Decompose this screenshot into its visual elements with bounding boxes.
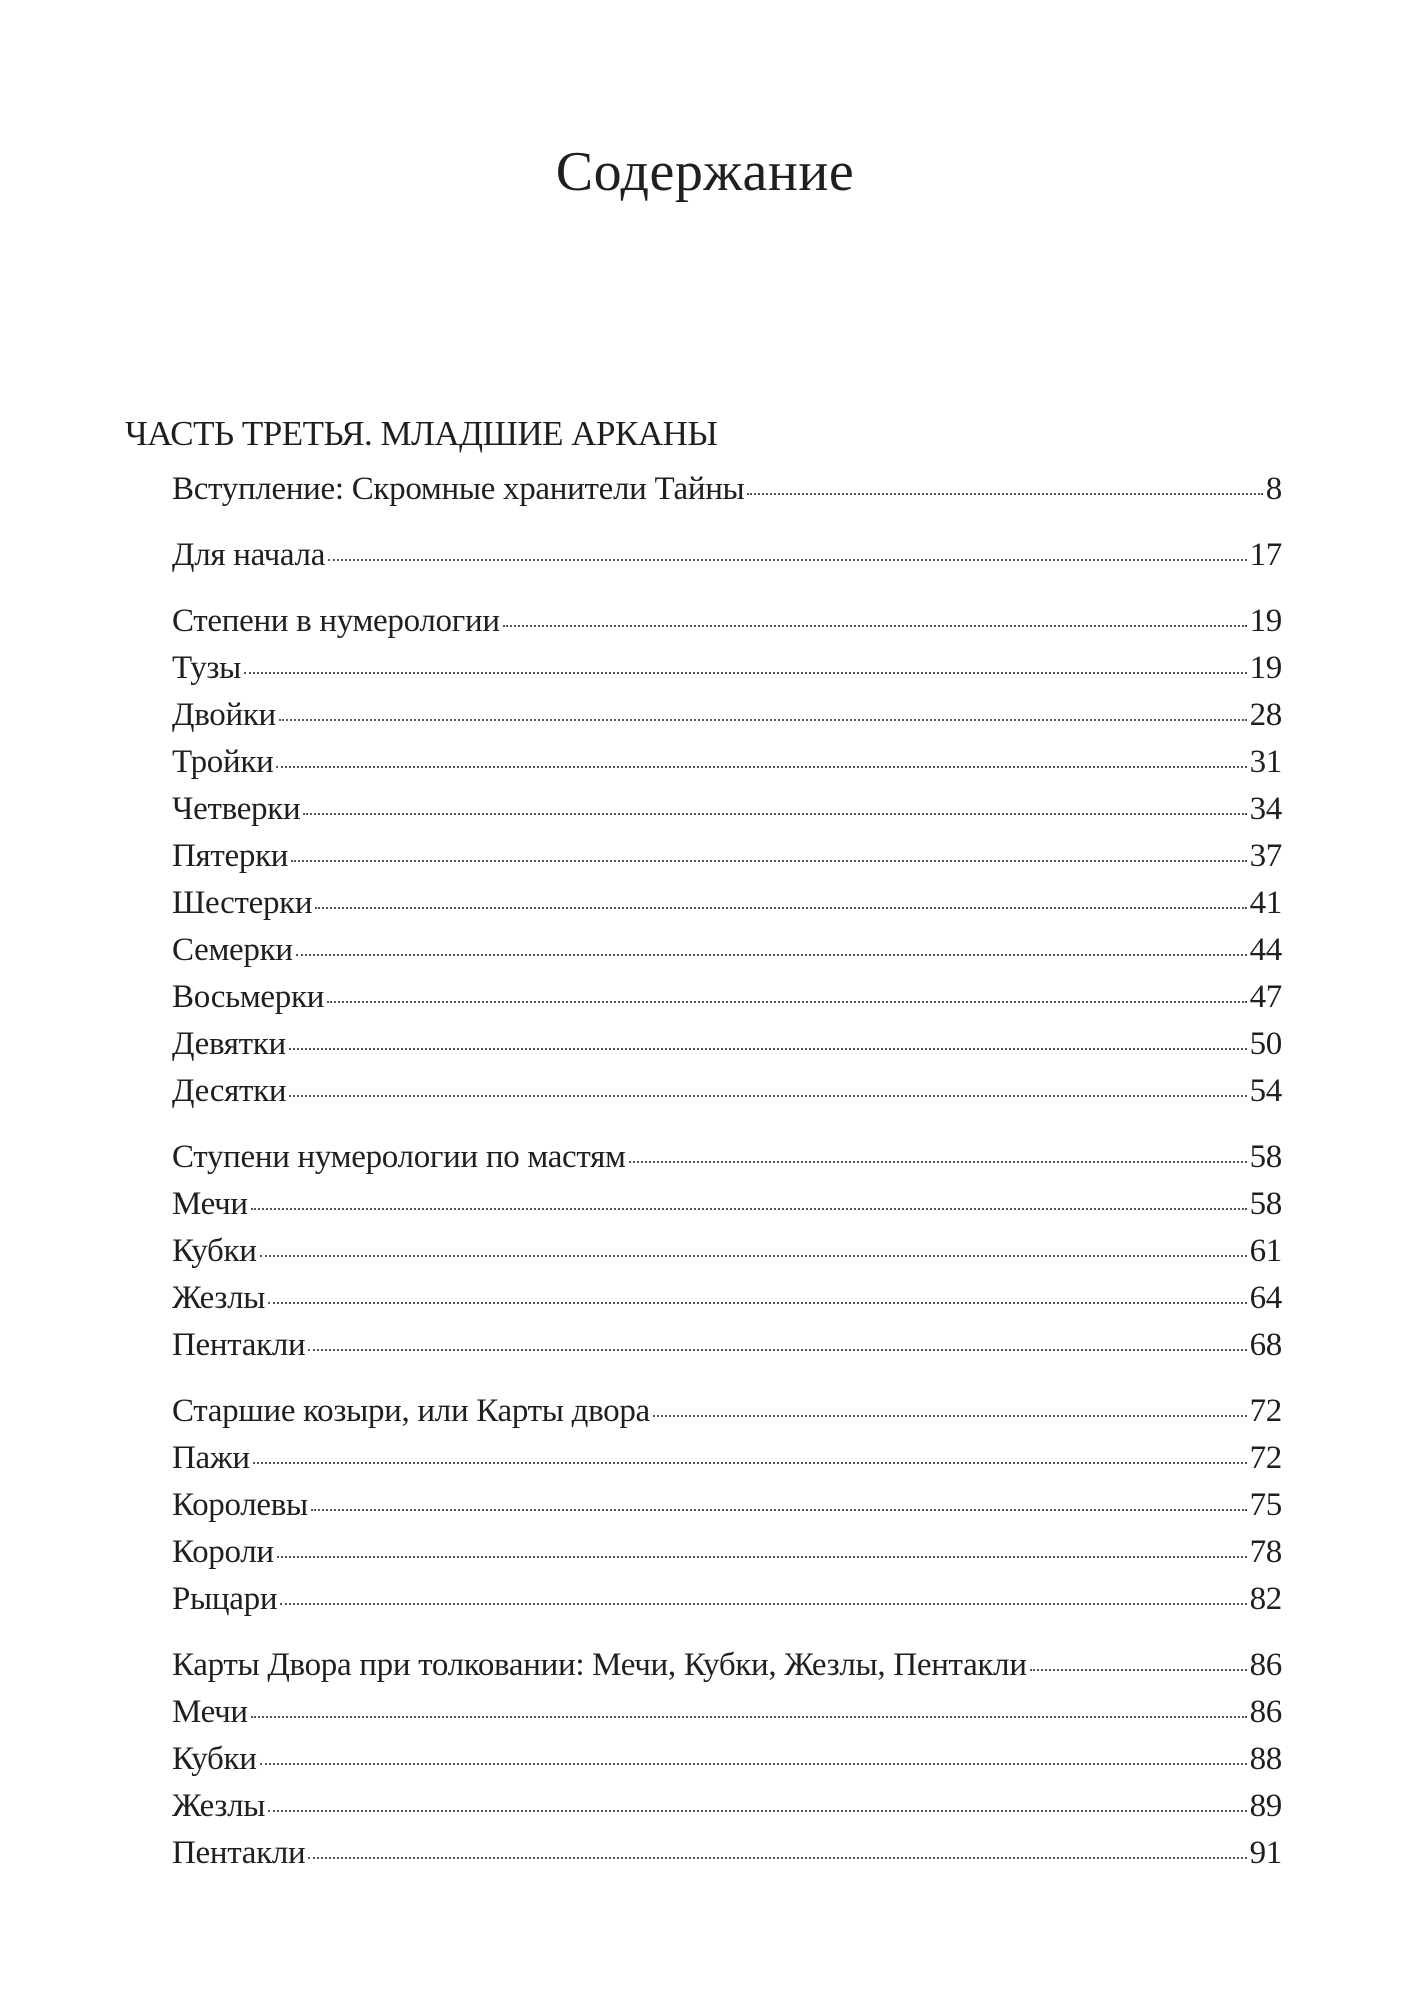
toc-entry-page: 54 xyxy=(1249,1073,1282,1109)
dot-leader xyxy=(308,1857,1246,1859)
toc-entry-page: 37 xyxy=(1249,838,1282,874)
toc-entry-page: 64 xyxy=(1249,1280,1282,1316)
dot-leader xyxy=(268,1302,1246,1304)
toc-entry[interactable] xyxy=(172,1783,1282,1830)
toc-entry-label: Пятерки xyxy=(172,838,289,874)
dot-leader xyxy=(279,719,1247,721)
toc-entry-label: Пажи xyxy=(172,1440,250,1476)
toc-entry[interactable] xyxy=(172,1642,1282,1689)
toc-entry-page: 31 xyxy=(1249,744,1282,780)
dot-leader xyxy=(268,1810,1246,1812)
toc-entry-page: 68 xyxy=(1249,1327,1282,1363)
toc-entry[interactable] xyxy=(172,786,1282,833)
toc-entry-page: 89 xyxy=(1249,1788,1282,1824)
toc-entry-page: 58 xyxy=(1249,1139,1282,1175)
toc-entry-page: 34 xyxy=(1249,791,1282,827)
toc-entry-label: Тройки xyxy=(172,744,274,780)
toc-entry[interactable] xyxy=(172,927,1282,974)
toc-entry-page: 28 xyxy=(1249,697,1282,733)
dot-leader xyxy=(260,1763,1247,1765)
toc-entry-page: 19 xyxy=(1249,603,1282,639)
dot-leader xyxy=(291,860,1246,862)
dot-leader xyxy=(315,907,1246,909)
toc-entry-label: Семерки xyxy=(172,932,293,968)
toc-entry-label: Пентакли xyxy=(172,1835,306,1871)
dot-leader xyxy=(328,559,1247,561)
dot-leader xyxy=(327,1001,1247,1003)
toc-entry[interactable] xyxy=(172,833,1282,880)
toc-entry[interactable] xyxy=(172,739,1282,786)
toc-entry[interactable] xyxy=(172,1322,1282,1369)
toc-entry-page: 86 xyxy=(1249,1647,1282,1683)
dot-leader xyxy=(1030,1669,1247,1671)
toc-entry[interactable] xyxy=(172,1181,1282,1228)
toc-entry-page: 72 xyxy=(1249,1440,1282,1476)
toc-entry-page: 19 xyxy=(1249,650,1282,686)
dot-leader xyxy=(747,493,1262,495)
dot-leader xyxy=(311,1509,1247,1511)
toc-entry-label: Рыцари xyxy=(172,1581,278,1617)
dot-leader xyxy=(289,1095,1246,1097)
toc-entry-page: 41 xyxy=(1249,885,1282,921)
toc-entry-page: 82 xyxy=(1249,1581,1282,1617)
toc-entry-page: 50 xyxy=(1249,1026,1282,1062)
toc-entry[interactable] xyxy=(172,880,1282,927)
page-title: Содержание xyxy=(555,141,855,203)
toc-entry-label: Вступление: Скромные хранители Тайны xyxy=(172,471,745,507)
dot-leader xyxy=(308,1349,1246,1351)
dot-leader xyxy=(251,1716,1247,1718)
toc-entry[interactable] xyxy=(172,1021,1282,1068)
toc-entry-page: 72 xyxy=(1249,1393,1282,1429)
toc-entry-label: Жезлы xyxy=(172,1280,266,1316)
toc-entry[interactable] xyxy=(172,1228,1282,1275)
toc-entry[interactable] xyxy=(172,1388,1282,1435)
toc-entry-page: 75 xyxy=(1249,1487,1282,1523)
toc-entry[interactable] xyxy=(172,645,1282,692)
part-heading: ЧАСТЬ ТРЕТЬЯ. МЛАДШИЕ АРКАНЫ xyxy=(125,414,718,453)
dot-leader xyxy=(303,813,1246,815)
toc-entry-page: 58 xyxy=(1249,1186,1282,1222)
toc-entry-page: 44 xyxy=(1249,932,1282,968)
toc-entry[interactable] xyxy=(172,1576,1282,1623)
toc-entry[interactable] xyxy=(172,692,1282,739)
toc-entry-label: Старшие козыри, или Карты двора xyxy=(172,1393,650,1429)
toc-entry-label: Королевы xyxy=(172,1487,308,1523)
dot-leader xyxy=(260,1255,1247,1257)
toc-entry-page: 17 xyxy=(1249,537,1282,573)
toc-entry[interactable] xyxy=(172,974,1282,1021)
dot-leader xyxy=(653,1415,1247,1417)
toc-entry[interactable] xyxy=(172,1736,1282,1783)
toc-entry-page: 78 xyxy=(1249,1534,1282,1570)
toc-entry-label: Восьмерки xyxy=(172,979,325,1015)
toc-entry[interactable] xyxy=(172,1068,1282,1115)
toc-entry-page: 61 xyxy=(1249,1233,1282,1269)
toc-entry-label: Десятки xyxy=(172,1073,287,1109)
toc-entry-label: Кубки xyxy=(172,1233,257,1269)
toc-entry[interactable] xyxy=(172,1529,1282,1576)
toc-entry-label: Девятки xyxy=(172,1026,286,1062)
dot-leader xyxy=(277,1556,1247,1558)
toc-entry-label: Шестерки xyxy=(172,885,313,921)
toc-entry-label: Жезлы xyxy=(172,1788,266,1824)
toc-entry-label: Четверки xyxy=(172,791,301,827)
toc-entry-page: 8 xyxy=(1265,471,1282,507)
toc-entry-label: Пентакли xyxy=(172,1327,306,1363)
toc-entry-label: Для начала xyxy=(172,537,326,573)
toc-entry[interactable] xyxy=(172,1275,1282,1322)
toc-entry[interactable] xyxy=(172,1482,1282,1529)
toc-entry-label: Ступени нумерологии по мастям xyxy=(172,1139,626,1175)
dot-leader xyxy=(289,1048,1247,1050)
toc-entry[interactable] xyxy=(172,598,1282,645)
toc-entry-page: 86 xyxy=(1249,1694,1282,1730)
dot-leader xyxy=(280,1603,1246,1605)
dot-leader xyxy=(251,1208,1247,1210)
dot-leader xyxy=(244,672,1247,674)
toc-entry[interactable] xyxy=(172,1134,1282,1181)
toc-entry[interactable] xyxy=(172,1435,1282,1482)
dot-leader xyxy=(276,766,1246,768)
toc-entry[interactable] xyxy=(172,1830,1282,1877)
dot-leader xyxy=(503,625,1247,627)
dot-leader xyxy=(253,1462,1247,1464)
toc-entry-page: 91 xyxy=(1249,1835,1282,1871)
toc-entry-label: Мечи xyxy=(172,1694,248,1730)
toc-entry-label: Короли xyxy=(172,1534,274,1570)
toc-entry[interactable] xyxy=(172,1689,1282,1736)
toc-entry-page: 88 xyxy=(1249,1741,1282,1777)
toc-entry-page: 47 xyxy=(1249,979,1282,1015)
toc-entry-label: Карты Двора при толковании: Мечи, Кубки, Жезлы, Пентакли xyxy=(172,1647,1027,1683)
toc-entry[interactable] xyxy=(172,466,1282,513)
dot-leader xyxy=(629,1161,1247,1163)
toc-entry[interactable] xyxy=(172,532,1282,579)
toc-entry-label: Кубки xyxy=(172,1741,257,1777)
toc-entry-label: Мечи xyxy=(172,1186,248,1222)
dot-leader xyxy=(296,954,1247,956)
toc-entry-label: Степени в нумерологии xyxy=(172,603,500,639)
table-of-contents xyxy=(172,466,1282,1877)
toc-entry-label: Двойки xyxy=(172,697,276,733)
toc-entry-label: Тузы xyxy=(172,650,242,686)
